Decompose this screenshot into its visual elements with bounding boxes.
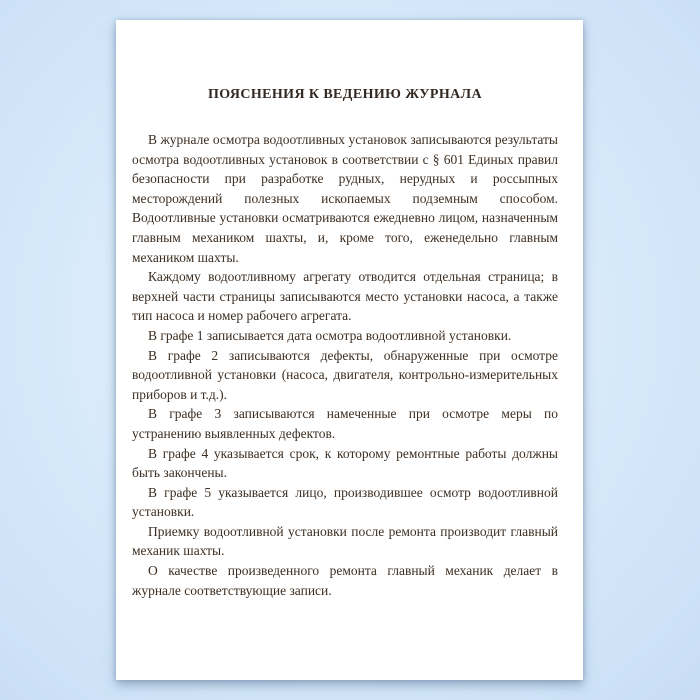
paragraph: В графе 3 записываются намеченные при осмотре меры по устранению выявленных дефектов. xyxy=(132,406,558,441)
paragraph: О качестве произведенного ремонта главный механик делает в журнале соответствующие записи. xyxy=(132,563,558,598)
page-title: ПОЯСНЕНИЯ К ВЕДЕНИЮ ЖУРНАЛА xyxy=(207,87,483,102)
paragraph: В графе 4 указывается срок, к которому ремонтные работы должны быть закончены. xyxy=(132,445,558,481)
document-body xyxy=(132,130,558,600)
paragraph: В графе 1 записывается дата осмотра водоотливной установки. xyxy=(148,327,512,343)
paragraph: Приемку водоотливной установки после ремонта производит главный механик шахты. xyxy=(132,523,558,559)
paragraph: Каждому водоотливному агрегату отводится отдельная страница; в верхней части страницы записываются место установки насоса, а также тип насоса и номер рабочего агрегата. xyxy=(132,269,558,324)
paragraph: В графе 5 указывается лицо, производившее осмотр водоотливной установки. xyxy=(132,484,558,520)
paragraph: В журнале осмотра водоотливных установок записываются результаты осмотра водоотливных установок в соответствии с § 601 Единых правил безопасности при разработке рудных, нерудных и россыпных месторождений полезных ископаемых подземным способом. Водоотливные установки осматриваются ежедневно лицом, назначенным главным механиком шахты, и, кроме того, еженедельно главным механиком шахты. xyxy=(132,132,558,265)
document-page xyxy=(116,20,583,680)
paragraph: В графе 2 записываются дефекты, обнаруженные при осмотре водоотливной установки (насоса, двигателя, контрольно-измерительных приборов и т.д.). xyxy=(132,347,558,402)
